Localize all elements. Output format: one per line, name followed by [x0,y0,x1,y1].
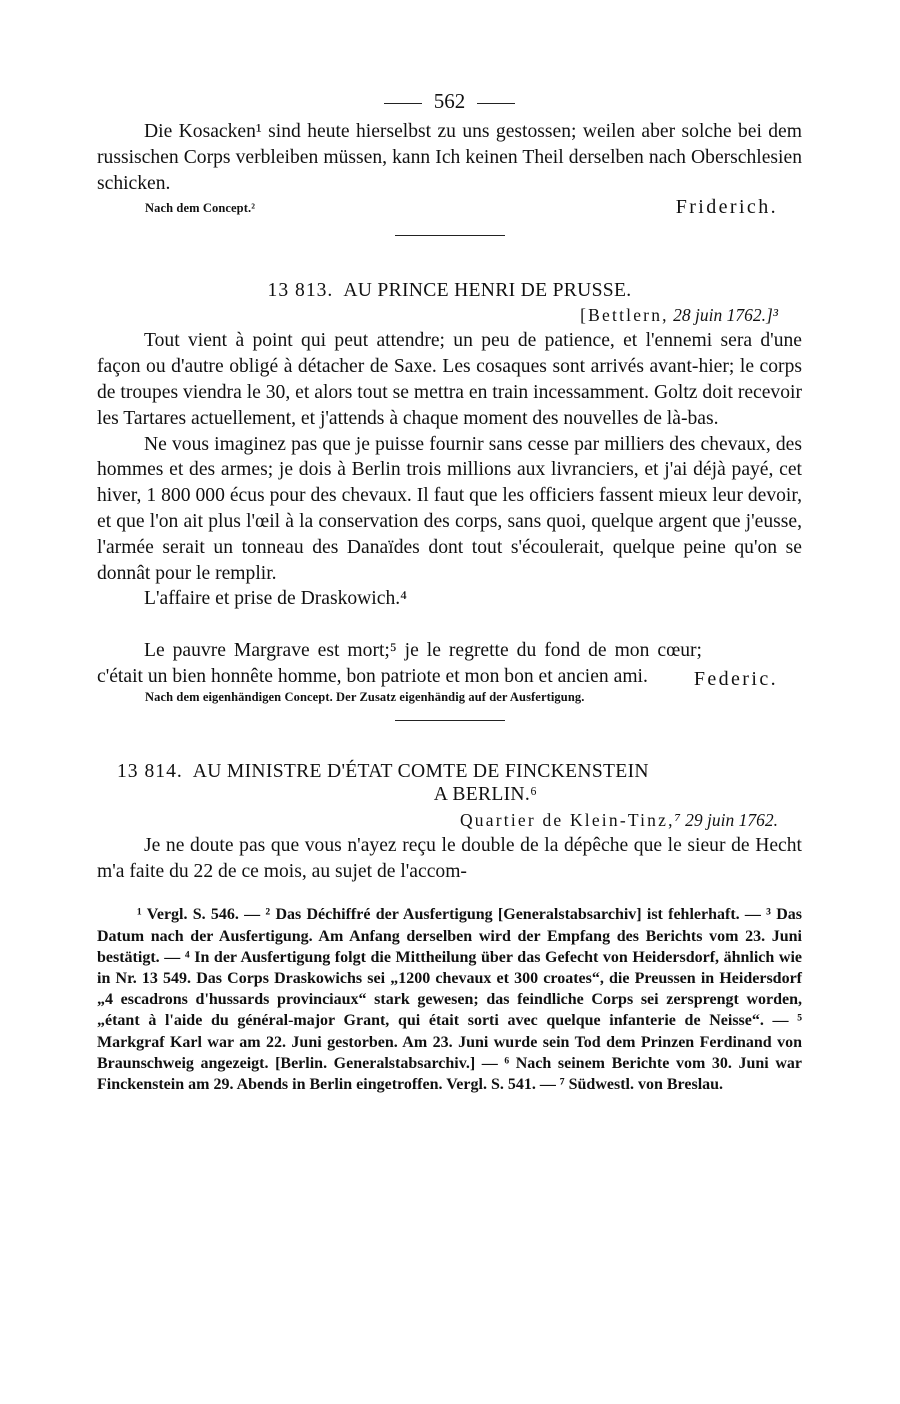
page-number-dash-right [477,103,515,104]
letter2-heading [97,280,802,302]
letter3-heading-line2 [97,784,802,806]
letter1-signature: Friderich. [675,196,778,219]
letter1-source: Nach dem Concept.² [145,201,256,216]
letter1-tail-text: Die Kosacken¹ sind heute hierselbst zu uns gestossen; weilen aber solche bei dem russischen Corps verbleiben müssen, kann Ich keinen Theil derselben nach Oberschlesien schicken. [97,121,802,194]
letter3-heading-line1 [97,761,802,783]
letter2-number: 13 813. [267,280,334,302]
letter1-signature-row [97,196,802,222]
blank-line [97,612,802,638]
letter3-para1: Je ne doute pas que vous n'ayez reçu le double de la dépêche que le sieur de Hecht m'a faite du 22 de ce mois, au sujet de l'accom- [97,834,802,882]
letter3-number: 13 814. [117,760,183,782]
letter2-signature-row [97,668,802,688]
page-number-dash-left [384,103,422,104]
letter3-date-place: Quartier de Klein-Tinz, [459,809,675,830]
letter2-source: Nach dem eigenhändigen Concept. Der Zusatz eigenhändig auf der Ausfertigung. [145,689,585,704]
letter2-para3: L'affaire et prise de Draskowich.⁴ [144,588,407,610]
footnotes [97,904,802,1095]
letter3-date: ⁷ 29 juin 1762. [674,809,778,830]
letter3-title-line2: A BERLIN.⁶ [433,783,538,805]
letter2-date-place: [Bettlern, [580,305,669,326]
letter2-signature: Federic. [693,667,778,690]
letter3-dateline [97,810,802,831]
page-number-value: 562 [433,89,466,113]
letter2-title: AU PRINCE HENRI DE PRUSSE. [343,280,632,302]
page-number [97,86,802,116]
letter2-para2: Ne vous imaginez pas que je puisse fournir sans cesse par milliers des chevaux, des hommes et des armes; je dois à Berlin trois millions aux livranciers, et j'ai déjà payé, cet hiver, 1 800 000 écus pour des chevaux. Il faut que les officiers fassent mieux leur devoir, et que l'on ait plus l'œil à la conservation des corps, sans quoi, quelque argent que j'eusse, l'armée serait un tonneau des Danaïdes dont tout s'écoulerait, quelque peine qu'on se donnât pour le remplir. [97,433,802,584]
footnotes-text: ¹ Vergl. S. 546. — ² Das Déchiffré der Ausfertigung [Generalstabsarchiv] ist fehlerhaft. — ³ Das Datum nach der Ausfertigung. Am Anfang derselben wird der Empfang des Berichts vom 23. Juni bestätigt. — ⁴ In der Ausfertigung folgt die Mittheilung über das Gefecht von Heidersdorf, ähnlich wie in Nr. 13 549. Das Corps Draskowichs sei „1200 chevaux et 300 croates“, die Preussen in Heidersdorf „4 escadrons d'hussards provinciaux“ stark gewesen; das feindliche Corps sei zersprengt worden, „étant à l'aide du général-major Grant, qui était sorti avec quelque infanterie de Neisse“. — ⁵ Markgraf Karl war am 22. Juni gestorben. Am 23. Juni wurde sein Tod dem Prinzen Ferdinand von Braunschweig angezeigt. [Berlin. Generalstabsarchiv.] — ⁶ Nach seinem Berichte vom 30. Juni war Finckenstein am 29. Abends in Berlin eingetroffen. Vergl. S. 541. — ⁷ Südwestl. von Breslau. [97,906,802,1093]
letter2-dateline [97,305,802,326]
section-divider-2 [395,720,505,721]
letter2-source-row [97,688,802,710]
section-divider-1 [395,235,505,236]
letter2-para1: Tout vient à point qui peut attendre; un peu de patience, et l'ennemi sera d'une façon ou d'autre obligé à détacher de Saxe. Les cosaques sont arrivés avant-hier; le corps de troupes viendra le 30, et alors tout se mettra en train incessamment. Goltz doit recevoir les Tartares actuellement, et j'attends à chaque moment des nouvelles de là-bas. [97,330,802,429]
letter2-para4: Le pauvre Margrave est mort;⁵ je le regrette du fond de mon cœur; c'était un bien honnête homme, bon patriote et mon bon et ancien ami. [97,640,702,687]
document-page [97,86,802,1095]
letter2-date: 28 juin 1762.]³ [668,305,778,326]
letter3-title-line1: AU MINISTRE D'ÉTAT COMTE DE FINCKENSTEIN [192,760,649,782]
